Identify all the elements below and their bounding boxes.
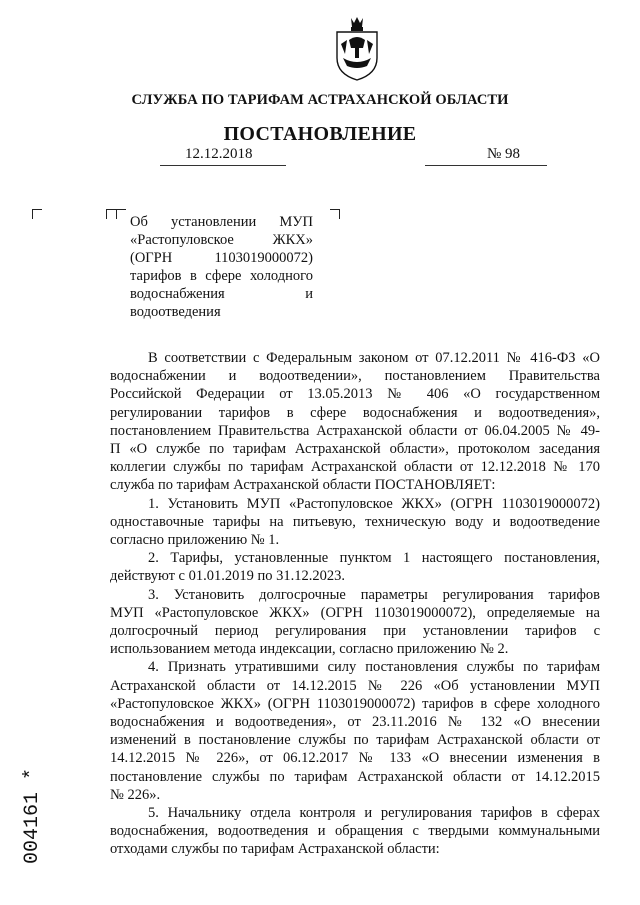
- subject-line: водоотведения: [130, 304, 221, 320]
- body-line: № 226».: [110, 786, 161, 803]
- body-line: использованием метода индексации, согласно приложению № 2.: [110, 641, 509, 658]
- document-subject: [130, 213, 313, 321]
- subject-line: тарифов в сфере холодного: [130, 268, 313, 284]
- body-line: отходами службы по тарифам Астраханской области:: [110, 841, 440, 858]
- document-type: ПОСТАНОВЛЕНИЕ: [223, 123, 417, 145]
- body-line: 5. Начальнику отдела контроля и регулирования тарифов в сферах: [148, 805, 600, 822]
- body-paragraph: [110, 495, 600, 550]
- subject-line: Об установлении МУП: [130, 214, 313, 230]
- body-line: 2. Тарифы, установленные пунктом 1 настоящего постановления,: [148, 550, 600, 567]
- body-line: водоснабжения и водоотведения», от 23.11.2016 № 132 «О внесении: [110, 714, 600, 731]
- body-line: «Растопуловское ЖКХ» (ОГРН 1103019000072) тарифов в сфере холодного: [110, 695, 600, 712]
- body-line: 4. Признать утратившими силу постановления службы по тарифам: [148, 659, 600, 676]
- body-line: 3. Установить долгосрочные параметры регулирования тарифов: [148, 586, 600, 603]
- body-line: согласно приложению № 1.: [110, 532, 280, 549]
- body-line: МУП «Растопуловское ЖКХ» (ОГРН 1103019000072), определяемые на: [110, 604, 600, 621]
- corner-mark-subject-1: [106, 209, 116, 219]
- body-line: изменений в постановление службы по тарифам Астраханской области от: [110, 732, 600, 749]
- document-body: [110, 349, 600, 859]
- number-underline: [425, 165, 547, 166]
- body-line: одноставочные тарифы на питьевую, техническую воду и водоотведение: [110, 513, 600, 530]
- body-line: Российской Федерации от 13.05.2013 № 406 «О государственном: [110, 386, 600, 403]
- margin-stamp-text: 004161 *: [21, 767, 44, 864]
- subject-line: (ОГРН 1103019000072): [130, 250, 313, 266]
- document-number: № 98: [487, 146, 521, 162]
- body-paragraph: [110, 349, 600, 495]
- body-line: П «О службе по тарифам Астраханской области», протоколом заседания: [110, 441, 600, 458]
- document-date: 12.12.2018: [185, 146, 253, 162]
- date-underline: [160, 165, 286, 166]
- corner-mark-subject-2: [116, 209, 126, 219]
- margin-stamp: [8, 758, 48, 868]
- body-line: постановлением Правительства Астраханской области от 06.04.2005 № 49-: [110, 422, 600, 439]
- body-line: В соответствии с Федеральным законом от 07.12.2011 № 416-ФЗ «О: [148, 350, 600, 366]
- subject-line: водоснабжения и: [130, 286, 313, 302]
- body-line: регулировании тарифов в сфере водоснабжения и водоотведения»,: [110, 404, 600, 421]
- body-paragraph: [110, 804, 600, 859]
- body-paragraph: [110, 586, 600, 659]
- body-line: 14.12.2015 № 226», от 06.12.2017 № 133 «О внесении изменения в: [110, 750, 600, 767]
- organization-name: СЛУЖБА ПО ТАРИФАМ АСТРАХАНСКОЙ ОБЛАСТИ: [131, 92, 509, 108]
- body-line: Астраханской области от 14.12.2015 № 226 «Об установлении МУП: [110, 677, 600, 694]
- subject-line: «Растопуловское ЖКХ»: [130, 232, 313, 248]
- body-line: служба по тарифам Астраханской области ПОСТАНОВЛЯЕТ:: [110, 477, 496, 494]
- body-line: постановление службы по тарифам Астраханской области от 14.12.2015: [110, 768, 600, 785]
- body-line: водоснабжении и водоотведении», постановлением Правительства: [110, 368, 600, 385]
- coat-of-arms-emblem: [327, 14, 387, 84]
- corner-mark-right: [330, 209, 340, 219]
- body-line: долгосрочный период регулирования при установлении тарифов с: [110, 623, 600, 640]
- body-line: 1. Установить МУП «Растопуловское ЖКХ» (ОГРН 1103019000072): [148, 495, 600, 512]
- body-paragraph: [110, 658, 600, 804]
- body-line: коллегии службы по тарифам Астраханской области от 12.12.2018 № 170: [110, 459, 600, 476]
- body-paragraph: [110, 549, 600, 585]
- corner-mark-left: [32, 209, 42, 219]
- body-line: действуют с 01.01.2019 по 31.12.2023.: [110, 568, 345, 585]
- body-line: водоснабжения, водоотведения и обращения с твердыми коммунальными: [110, 823, 600, 840]
